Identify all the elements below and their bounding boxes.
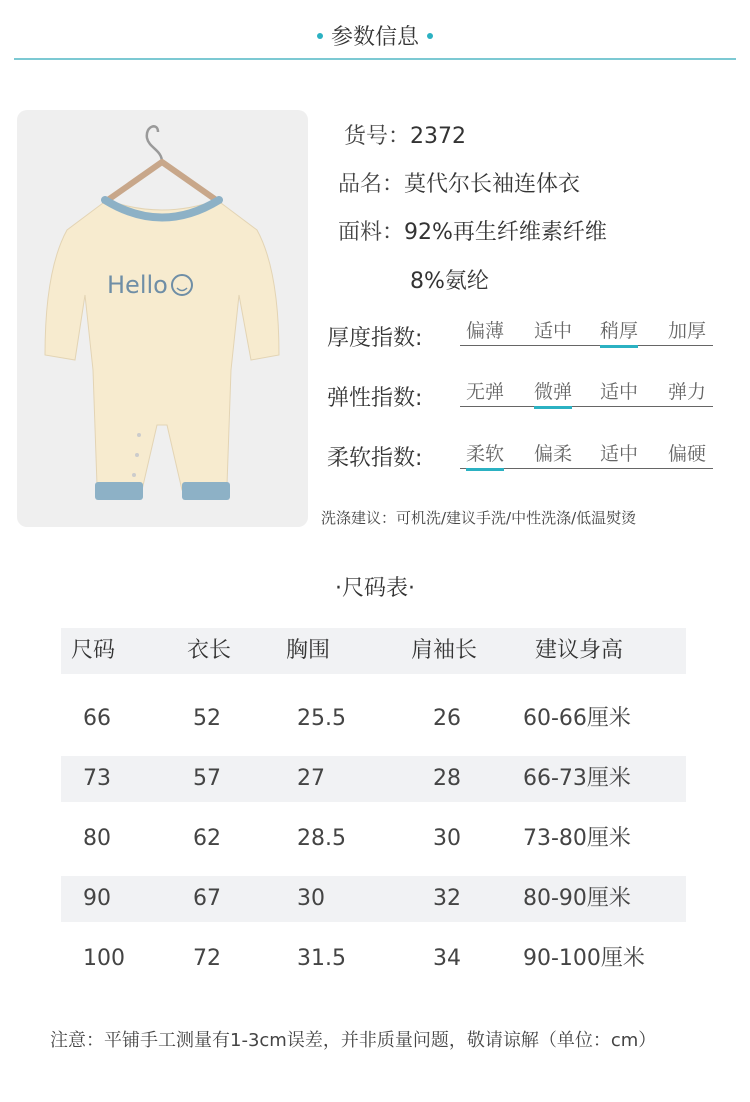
table-cell: 67 <box>193 886 221 911</box>
header-divider <box>14 58 736 60</box>
table-cell: 90-100厘米 <box>523 946 645 971</box>
fabric-line <box>338 215 607 246</box>
table-cell: 25.5 <box>297 706 346 731</box>
table-row <box>61 696 686 742</box>
table-cell: 80-90厘米 <box>523 886 631 911</box>
product-photo <box>17 110 308 527</box>
elasticity-options <box>460 377 713 407</box>
table-cell: 66-73厘米 <box>523 766 631 791</box>
onesie-illustration <box>17 110 308 527</box>
table-cell: 28.5 <box>297 826 346 851</box>
table-row <box>61 876 686 922</box>
header-cell: 衣长 <box>187 638 232 663</box>
thickness-option: 加厚 <box>668 320 707 342</box>
product-name-line <box>338 167 580 198</box>
section-header <box>0 0 750 60</box>
thickness-label: 厚度指数: <box>327 326 423 351</box>
table-cell: 100 <box>83 946 125 971</box>
elasticity-option-selected: 微弹 <box>534 377 572 409</box>
table-cell: 80 <box>83 826 111 851</box>
item-no-label: 货号： <box>344 124 411 149</box>
size-table-title: ·尺码表· <box>335 576 415 601</box>
table-cell: 66 <box>83 706 111 731</box>
item-no-line <box>344 119 466 150</box>
table-cell: 32 <box>433 886 461 911</box>
header-cell: 建议身高 <box>535 638 624 663</box>
table-cell: 52 <box>193 706 221 731</box>
onesie-print-text: Hello <box>107 271 168 299</box>
elasticity-option: 弹力 <box>668 381 707 403</box>
elasticity-option: 适中 <box>600 381 639 403</box>
measurement-note: 注意：平铺手工测量有1-3cm误差，并非质量问题，敬请谅解（单位：cm） <box>50 1030 657 1051</box>
table-cell: 73 <box>83 766 111 791</box>
table-cell: 30 <box>433 826 461 851</box>
item-no-value: 2372 <box>410 124 467 149</box>
thickness-option-selected: 稍厚 <box>600 316 638 348</box>
table-cell: 73-80厘米 <box>523 826 631 851</box>
table-cell: 27 <box>297 766 325 791</box>
snap-button <box>137 433 141 437</box>
product-name-label: 品名： <box>338 172 405 197</box>
elasticity-label: 弹性指数: <box>327 386 423 411</box>
section-title: 参数信息 <box>330 25 419 50</box>
fabric-value-2: 8%氨纶 <box>410 269 489 294</box>
hanger-bar <box>105 162 219 202</box>
softness-option: 偏柔 <box>534 443 573 465</box>
snap-button <box>132 473 136 477</box>
table-row <box>61 936 686 982</box>
onesie-body <box>45 200 279 490</box>
fabric-value-1: 92%再生纤维素纤维 <box>404 220 607 245</box>
header-cell: 胸围 <box>286 638 331 663</box>
thickness-option: 偏薄 <box>466 320 505 342</box>
elasticity-option: 无弹 <box>466 381 505 403</box>
header-cell: 肩袖长 <box>411 638 478 663</box>
hanger-hook <box>147 126 162 162</box>
title-dot-right <box>427 33 433 39</box>
table-row <box>61 816 686 862</box>
table-cell: 90 <box>83 886 111 911</box>
title-dot-left <box>317 33 323 39</box>
product-name-value: 莫代尔长袖连体衣 <box>404 172 581 197</box>
table-row <box>61 756 686 802</box>
header-cell: 尺码 <box>71 638 116 663</box>
table-cell: 60-66厘米 <box>523 706 631 731</box>
fabric-label: 面料： <box>338 220 405 245</box>
table-cell: 34 <box>433 946 461 971</box>
right-leg-cuff <box>182 482 230 500</box>
left-leg-cuff <box>95 482 143 500</box>
size-table-header <box>61 628 686 674</box>
table-cell: 57 <box>193 766 221 791</box>
fabric-line-2 <box>410 264 489 295</box>
softness-option-selected: 柔软 <box>466 439 504 471</box>
table-cell: 30 <box>297 886 325 911</box>
softness-options <box>460 439 713 469</box>
softness-label: 柔软指数: <box>327 446 423 471</box>
thickness-options <box>460 316 713 346</box>
table-cell: 28 <box>433 766 461 791</box>
section-title-wrap <box>0 20 750 51</box>
table-cell: 72 <box>193 946 221 971</box>
softness-option: 偏硬 <box>668 443 707 465</box>
snap-button <box>135 453 139 457</box>
table-cell: 31.5 <box>297 946 346 971</box>
wash-advice: 洗涤建议：可机洗/建议手洗/中性洗涤/低温熨烫 <box>321 509 637 527</box>
table-cell: 62 <box>193 826 221 851</box>
thickness-option: 适中 <box>534 320 573 342</box>
softness-option: 适中 <box>600 443 639 465</box>
table-cell: 26 <box>433 706 461 731</box>
